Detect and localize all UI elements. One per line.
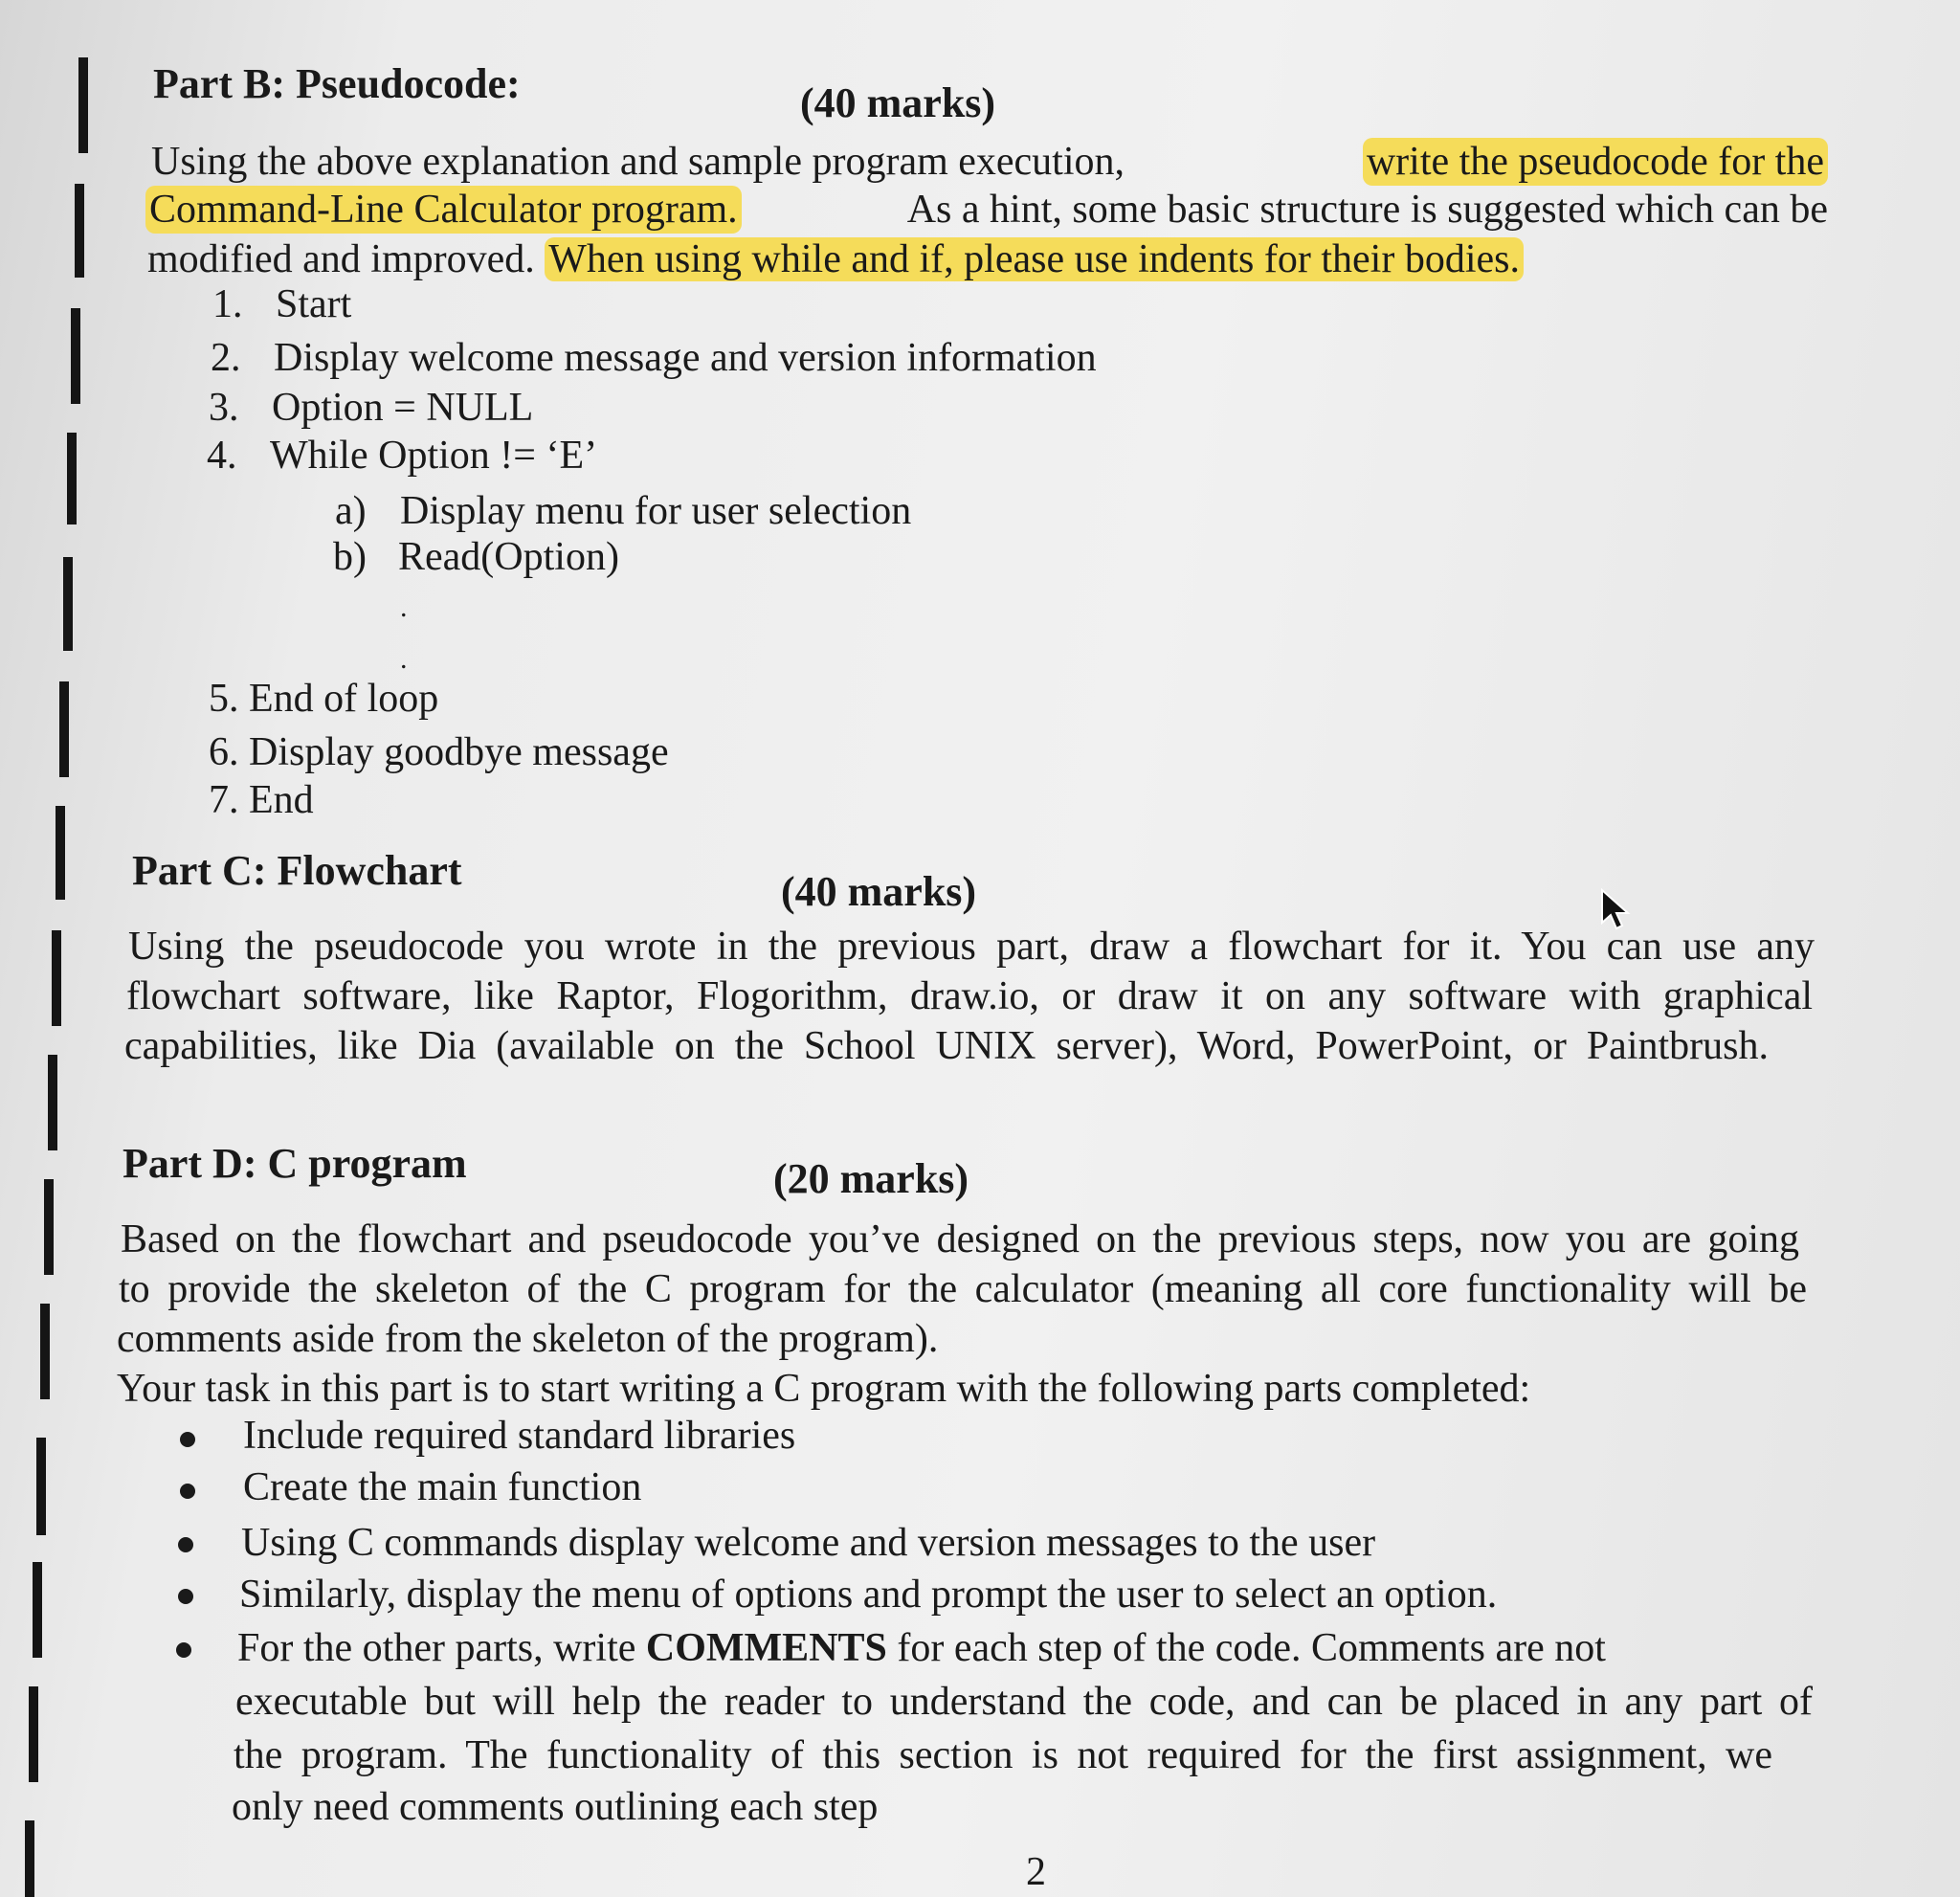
- margin-bar: [56, 806, 65, 900]
- part-b-intro-line-1: Using the above explanation and sample program execution, write the pseudocode for the: [151, 138, 1828, 186]
- margin-bar: [78, 57, 88, 153]
- ellipsis-dot: .: [400, 643, 408, 675]
- bullet-dot: [180, 1484, 195, 1499]
- pseudocode-substep: a) Display menu for user selection: [335, 489, 912, 533]
- margin-bar: [48, 1055, 57, 1150]
- part-d-bullet: Using C commands display welcome and version messages to the user: [241, 1521, 1376, 1565]
- ellipsis-dot: .: [400, 591, 408, 623]
- margin-bar: [75, 184, 84, 278]
- bullet-dot: [178, 1589, 193, 1604]
- part-b-heading: Part B: Pseudocode:: [153, 60, 521, 107]
- part-d-heading: Part D: C program: [122, 1140, 467, 1187]
- margin-bar: [59, 681, 69, 777]
- part-b-intro-line-2: Command-Line Calculator program. As a hint, some basic structure is suggested which can be: [145, 186, 1828, 234]
- pseudocode-step: 2. Display welcome message and version information: [211, 336, 1097, 380]
- part-d-bullet-continuation: the program. The functionality of this section is not required for the first assignment, we: [234, 1733, 1772, 1777]
- margin-bar: [29, 1686, 38, 1782]
- margin-bar: [36, 1438, 46, 1535]
- part-d-marks: (20 marks): [773, 1155, 969, 1202]
- part-d-task-line: Your task in this part is to start writing a C program with the following parts completed:: [117, 1367, 1531, 1411]
- pseudocode-end-step: 5. End of loop: [209, 677, 439, 721]
- bullet-dot: [180, 1432, 195, 1447]
- part-d-bullet-continuation: executable but will help the reader to understand the code, and can be placed in any part of: [235, 1680, 1813, 1724]
- part-c-heading: Part C: Flowchart: [132, 847, 462, 894]
- margin-bar: [40, 1304, 50, 1399]
- part-c-marks: (40 marks): [781, 868, 977, 915]
- part-d-line-3: comments aside from the skeleton of the program).: [117, 1317, 939, 1361]
- part-b-marks: (40 marks): [800, 79, 996, 126]
- margin-bar: [44, 1179, 54, 1275]
- bullet-dot: [176, 1642, 191, 1658]
- part-d-bullet-comments: For the other parts, write COMMENTS for each step of the code. Comments are not: [237, 1626, 1606, 1670]
- pseudocode-end-step: 6. Display goodbye message: [209, 730, 669, 774]
- margin-bar: [25, 1820, 34, 1897]
- margin-bar: [67, 433, 77, 524]
- margin-bar: [52, 930, 61, 1026]
- pseudocode-substep: b) Read(Option): [333, 535, 619, 579]
- bullet-dot: [178, 1537, 193, 1552]
- pseudocode-step: 1. Start: [212, 282, 352, 326]
- pseudocode-step: 4. While Option != ‘E’: [207, 434, 598, 478]
- pseudocode-step: 3. Option = NULL: [209, 386, 534, 430]
- margin-bar: [33, 1562, 42, 1658]
- margin-bar: [71, 308, 80, 404]
- part-c-line-3: capabilities, like Dia (available on the School UNIX server), Word, PowerPoint, or Paintbrush.: [124, 1024, 1769, 1068]
- part-d-line-2: to provide the skeleton of the C program for the calculator (meaning all core functionality will be: [119, 1267, 1807, 1311]
- part-d-bullet: Create the main function: [243, 1465, 642, 1509]
- part-d-line-1: Based on the flowchart and pseudocode you’ve designed on the previous steps, now you are going: [121, 1217, 1799, 1261]
- pseudocode-end-step: 7. End: [209, 778, 314, 822]
- part-c-line-2: flowchart software, like Raptor, Flogorithm, draw.io, or draw it on any software with graphical: [126, 974, 1813, 1018]
- margin-bar: [63, 557, 73, 651]
- part-b-intro-line-3: modified and improved. When using while and if, please use indents for their bodies.: [147, 235, 1524, 283]
- part-d-bullet-continuation: only need comments outlining each step: [232, 1785, 879, 1829]
- part-c-line-1: Using the pseudocode you wrote in the previous part, draw a flowchart for it. You can use any: [128, 925, 1815, 969]
- page-number: 2: [1026, 1850, 1046, 1894]
- part-d-bullet: Include required standard libraries: [243, 1414, 796, 1458]
- part-d-bullet: Similarly, display the menu of options and prompt the user to select an option.: [239, 1573, 1498, 1617]
